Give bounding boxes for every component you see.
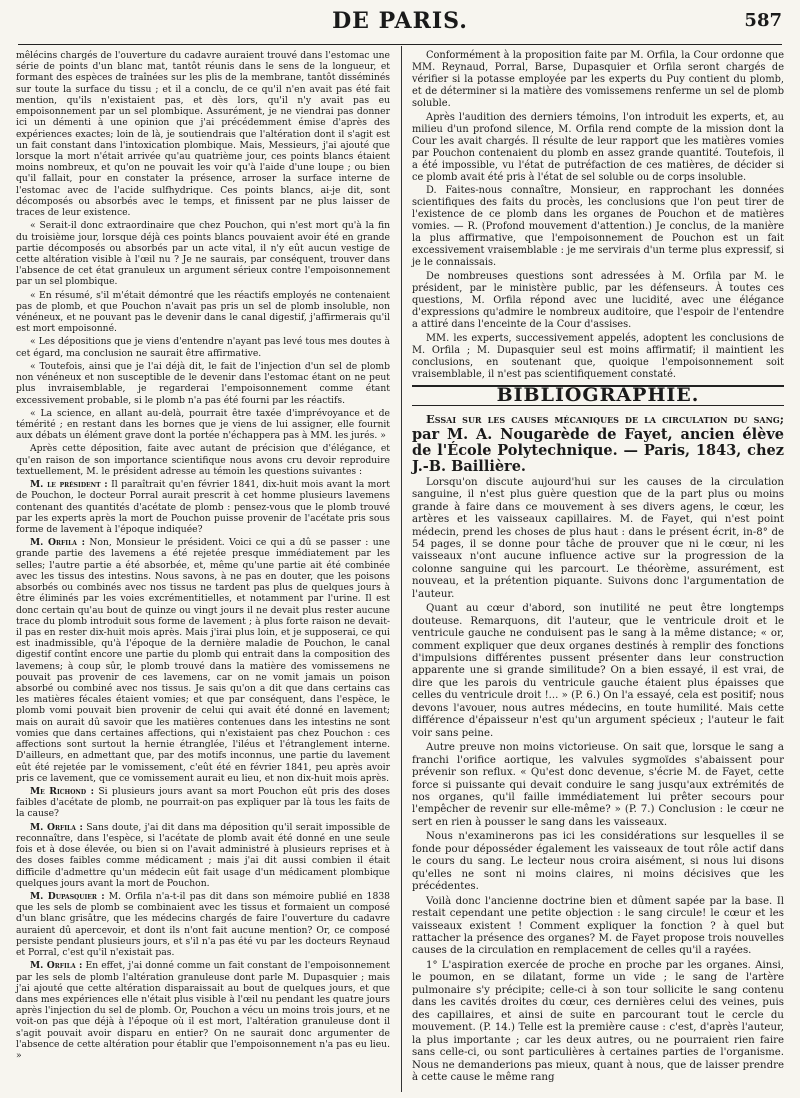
book-title	[412, 411, 784, 475]
dialogue-paragraph	[16, 537, 390, 784]
paragraph: D. Faites-nous connaître, Monsieur, en rapprochant les données scientifiques des faits du procès, les conclusions que l'on peut tirer de l'existence de ce plomb dans les organes de Pouchon et de matières vomies. — R. (Profond mouvement d'attention.) Je conclus, de la manière la plus affirmative, que l'empoisonnement de Pouchon est un fait excessivement vraisemblable : je me servirais d'un terme plus expressif, si je le connaissais.	[412, 185, 784, 269]
paragraph: De nombreuses questions sont adressées à M. Orfila par M. le président, par le ministère public, par les défenseurs. À toutes ces questions, M. Orfila répond avec une lucidité, avec une élégance d'expressions qu'admire le nombreux auditoire, que l'espoir de l'entendre a attiré dans l'enceinte de la Cour d'assises.	[412, 271, 784, 330]
dialogue-text: Non, Monsieur le président. Voici ce qui a dû se passer : une grande partie des lavemens a été rejetée presque immédiatement par les selles; l'autre partie a été absorbée, et, même qu'une partie ait été combinée avec les tissus des intestins. Nous savons, à ne pas en douter, que les poisons absorbés ou combinés avec nos tissus ne tardent pas plus de quelques jours à être éliminés par les voies excrémentitielles, et notamment par l'urine. Il est donc certain qu'au bout de quinze ou vingt jours il ne devait plus rester aucune trace du plomb introduit sous forme de lavement ; à plus forte raison ne devait-il pas en rester dix-huit mois après. Mais j'irai plus loin, et je supposerai, ce qui est inadmissible, qu'à l'époque de la dernière maladie de Pouchon, le canal digestif contînt encore une partie du plomb qui entrait dans la composition des lavemens; à coup sûr, le plomb trouvé dans la matière des vomissemens ne pouvait pas provenir de ces lavemens, car on ne vomit jamais un poison absorbé ou combiné avec nos tissus. Je sais qu'on a dit que dans certains cas les matières fécales étaient vomies; et que par conséquent, dans l'espèce, le plomb vomi pouvait bien provenir de celui qui avait été donné en lavement; mais on aurait dû savoir que les matières contenues dans les intestins ne sont vomies que dans certaines affections, qui n'existaient pas chez Pouchon : ces affections sont surtout la hernie étranglée, l'iléus et l'étranglement interne. D'ailleurs, en admettant que, par des motifs inconnus, une partie du lavement eût été rejetée par le vomissement, c'eût été en février 1841, peu après avoir pris ce lavement, que ce vomissement aurait eu lieu, et non dix-huit mois après.	[16, 537, 391, 784]
paragraph: « En résumé, s'il m'était démontré que les réactifs employés ne contenaient pas de plomb, et que Pouchon n'avait pas pris un sel de plomb insoluble, non vénéneux, et ne pouvant pas le devenir dans le canal digestif, j'affirmerais qu'il est mort empoisonné.	[16, 289, 390, 335]
paragraph: Quant au cœur d'abord, son inutilité ne peut être longtemps douteuse. Remarquons, dit l'auteur, que le ventricule droit et le ventricule gauche ne conduisent pas le sang à la même distance; « or, comment expliquer que deux organes destinés à remplir des fonctions d'impulsions différentes pussent présenter dans leur construction apparente une si grande similitude? On a bien essayé, il est vrai, de dire que les parois du ventricule gauche étaient plus épaisses que celles du ventricule droit !... » (P. 6.) On l'a essayé, cela est positif; nous devons l'avouer, nous autres médecins, en toute humilité. Mais cette différence d'épaisseur n'est qu'un argument spécieux ; l'auteur le fait voir sans peine.	[412, 603, 784, 739]
dialogue-paragraph	[16, 822, 390, 889]
speaker: M. Orfila :	[30, 821, 83, 833]
page-number: 587	[744, 10, 782, 31]
dialogue-text: Si plusieurs jours avant sa mort Pouchon eût pris des doses faibles d'acétate de plomb, ne pourrait-on pas expliquer par là tous les faits de la cause?	[16, 786, 390, 820]
paragraph: « Les dépositions que je viens d'entendre n'ayant pas levé tous mes doutes à cet égard, ma conclusion ne saurait être affirmative.	[16, 336, 390, 359]
paragraph: Après l'audition des derniers témoins, l'on introduit les experts, et, au milieu d'un profond silence, M. Orfila rend compte de la mission dont la Cour les avait chargés. Il résulte de leur rapport que les matières vomies par Pouchon contenaient du plomb en assez grande quantité. Toutefois, il a été impossible, vu l'état de putréfaction de ces matières, de décider si ce plomb avait été pris à l'état de sel soluble ou de corps insoluble.	[412, 111, 784, 183]
speaker: M. Orfila :	[30, 960, 83, 972]
paragraph: « Toutefois, ainsi que je l'ai déjà dit, le fait de l'injection d'un sel de plomb non vénéneux et non susceptible de le devenir dans l'estomac étant on ne peut plus invraisemblable, je regarderai l'empoisonnement comme étant excessivement probable, si le plomb n'a pas été fourni par les réactifs.	[16, 360, 390, 406]
dialogue-text: Il paraîtrait qu'en février 1841, dix-huit mois avant la mort de Pouchon, le docteur Porral aurait prescrit à cet homme plusieurs lavemens contenant des quantités d'acétate de plomb : pensez-vous que le plomb trouvé par les experts après la mort de Pouchon puisse provenir de l'acétate pris sous forme de lavement à l'époque indiquée?	[16, 479, 390, 535]
dialogue-text: Sans doute, j'ai dit dans ma déposition qu'il serait impossible de reconnaître, dans l'espèce, si l'acétate de plomb avait été donné en une seule fois et à dose élevée, ou bien si on l'avait administré à plusieurs reprises et à des doses faibles comme médicament ; mais j'ai dit aussi combien il était difficile d'admettre qu'un médecin eût fait usage d'un médicament plombique quelques jours avant la mort de Pouchon.	[16, 821, 391, 889]
header-rule	[18, 44, 782, 45]
section-heading: BIBLIOGRAPHIE.	[496, 383, 700, 406]
dialogue-text: M. Orfila n'a-t-il pas dit dans son mémoire publié en 1838 que les sels de plomb se combinaient avec les tissus et formaient un composé d'un blanc grisâtre, que les médecins chargés de faire l'ouverture du cadavre auraient dû apercevoir, et dont ils n'ont fait aucune mention? Or, ce composé persiste pendant plusieurs jours, et s'il n'a pas été vu par les docteurs Reynaud et Porral, c'est qu'il n'existait pas.	[16, 890, 391, 959]
speaker: Me Richond :	[30, 786, 95, 797]
speaker: M. Dupasquier :	[30, 890, 105, 902]
paragraph: Autre preuve non moins victorieuse. On sait que, lorsque le sang a franchi l'orifice aortique, les valvules sygmoïdes s'abaissent pour prévenir son reflux. « Qu'est donc devenue, s'écrie M. de Fayet, cette force si puissante qui devait conduire le sang jusqu'aux extrémités de nos organes, qu'il faille immédiatement lui prêter secours pour l'empêcher de revenir sur elle-même? » (P. 7.) Conclusion : le cœur ne sert en rien à pousser le sang dans les vaisseaux.	[412, 742, 784, 828]
dialogue-paragraph	[16, 479, 390, 535]
dialogue-text: En effet, j'ai donné comme un fait constant de l'empoisonnement par les sels de plomb l'altération granuleuse dont parle M. Dupasquier ; mais j'ai ajouté que cette altération disparaissait au bout de quelques jours, et que dans mes expériences elle n'était plus visible à l'œil nu pendant les quatre jours après l'injection du sel de plomb. Or, Pouchon a vécu un moins trois jours, et ne voit-on pas que déjà à l'époque où il est mort, l'altération granuleuse dont il s'agit pouvait avoir disparu en entier? On ne saurait donc argumenter de l'absence de cette altération pour établir que l'empoisonnement n'a pas eu lieu. »	[16, 960, 390, 1062]
dialogue-paragraph	[16, 891, 390, 958]
left-column	[16, 50, 390, 1063]
dialogue-paragraph	[16, 960, 390, 1061]
paragraph: « La science, en allant au-delà, pourrait être taxée d'imprévoyance et de témérité ; en restant dans les bornes que je viens de lui assigner, elle fournit aux débats un élément grave dont la portée n'échappera pas à MM. les jurés. »	[16, 407, 390, 442]
paragraph: Conformément à la proposition faite par M. Orfila, la Cour ordonne que MM. Reynaud, Porral, Barse, Dupasquier et Orfila seront chargés de vérifier si la potasse employée par les experts du Puy contient du plomb, et de déterminer si la matière des vomissemens renferme un sel de plomb soluble.	[412, 50, 784, 109]
masthead: DE PARIS.	[332, 8, 468, 34]
right-column	[412, 50, 784, 1086]
paragraph: 1° L'aspiration exercée de proche en proche par les organes. Ainsi, le poumon, en se dilatant, forme un vide ; le sang de l'artère pulmonaire s'y précipite; celle-ci à son tour sollicite le sang contenu dans les cavités droites du cœur, ces dernières celui des veines, puis des capillaires, et ainsi de suite en parcourant tout le cercle du mouvement. (P. 14.) Telle est la première cause : c'est, d'après l'auteur, la plus importante ; car les deux autres, ou ne pourraient rien faire sans celle-ci, ou sont particulières à certaines parties de l'organisme. Nous ne demanderions pas mieux, quant à nous, que de laisser prendre à cette cause le même rang	[412, 959, 784, 1083]
review-body	[412, 477, 784, 1085]
column-separator	[401, 46, 402, 1092]
paragraph: Nous n'examinerons pas ici les considérations sur lesquelles il se fonde pour déposséder également les vaisseaux de tout rôle actif dans le cours du sang. Le lecteur nous croira aisément, si nous lui disons qu'elles ne sont ni moins claires, ni moins décisives que les précédentes.	[412, 831, 784, 893]
speaker: M. Orfila :	[30, 537, 85, 549]
paragraph: Après cette déposition, faite avec autant de précision que d'élégance, et qu'en raison de son importance scientifique nous avons cru devoir reproduire textuellement, M. le président adresse au témoin les questions suivantes :	[16, 443, 390, 477]
dialogue-paragraph	[16, 786, 390, 820]
paragraph: MM. les experts, successivement appelés, adoptent les conclusions de M. Orfila ; M. Dupasquier seul est moins affirmatif; il maintient les conclusions, en soutenant que, quoique l'empoisonnement soit vraisemblable, il n'est pas scientifiquement constaté.	[412, 332, 784, 380]
book-title-main: Essai sur les causes mécaniques de la circulation du sang;	[426, 411, 784, 426]
book-title-author: par M. A. Nougarède de Fayet, ancien élève de l'École Polytechnique. — Paris, 1843, chez J.-B. Baillière.	[412, 425, 784, 475]
paragraph: « Serait-il donc extraordinaire que chez Pouchon, qui n'est mort qu'à la fin du troisième jour, lorsque déjà ces points blancs pouvaient avoir été en grande partie décomposés ou absorbés par un acte vital, il n'y eût aucun vestige de cette altération visible à l'œil nu ? Je ne saurais, par conséquent, trouver dans l'absence de cet état granuleux un argument sérieux contre l'empoisonnement par un sel plombique.	[16, 220, 390, 288]
paragraph: Voilà donc l'ancienne doctrine bien et dûment sapée par la base. Il restait cependant une petite objection : le sang circule! le cœur et les vaisseaux existent ! Comment expliquer la fonction ? à quel but rattacher la présence des organes? M. de Fayet propose trois nouvelles causes de la circulation en remplacement de celles qu'il a rayées.	[412, 895, 784, 957]
paragraph: Lorsqu'on discute aujourd'hui sur les causes de la circulation sanguine, il n'est plus guère question que de la part plus ou moins grande à faire dans ce mouvement à ses divers agens, le cœur, les artères et les vaisseaux capillaires. M. de Fayet, qui n'est point médecin, prend les choses de plus haut : dans le présent écrit, in-8° de 54 pages, il se donne pour tâche de prouver que ni le cœur, ni les vaisseaux n'ont aucune influence active sur la progression de la colonne sanguine qui les parcourt. Le théorème, assurément, est nouveau, et la prétention piquante. Suivons donc l'argumentation de l'auteur.	[412, 476, 784, 600]
speaker: M. le président :	[30, 479, 108, 491]
page-header	[18, 8, 782, 40]
paragraph: mêlécins chargés de l'ouverture du cadavre auraient trouvé dans l'estomac une série de points d'un blanc mat, tantôt réunis dans le sens de la longueur, et formant des espèces de traînées sur les plis de la membrane, tantôt disséminés sur toute la surface du tissu ; et il a conclu, de ce qu'il n'en avait pas été fait mention, qu'ils n'existaient pas, et dès lors, qu'il n'y avait pas eu empoisonnement par un sel plombique. Assurément, je ne viendrai pas donner ici un démenti à une opinion que j'ai précédemment émise d'après des expériences exactes; loin de là, je soutiendrais que l'altération dont il s'agit est un fait constant dans l'intoxication plombique. Mais, Messieurs, j'ai ajouté que lorsque la mort n'était arrivée qu'au quatrième jour, ces points blancs étaient moins nombreux, et qu'on ne pouvait les voir qu'à l'aide d'une loupe ; ou bien qu'il fallait, pour en constater la présence, arroser la surface interne de l'estomac avec de l'acide sulfhydrique. Ces points blancs, ai-je dit, sont décomposés ou absorbés avec le temps, et finissent par ne plus laisser de traces de leur existence.	[16, 50, 390, 219]
